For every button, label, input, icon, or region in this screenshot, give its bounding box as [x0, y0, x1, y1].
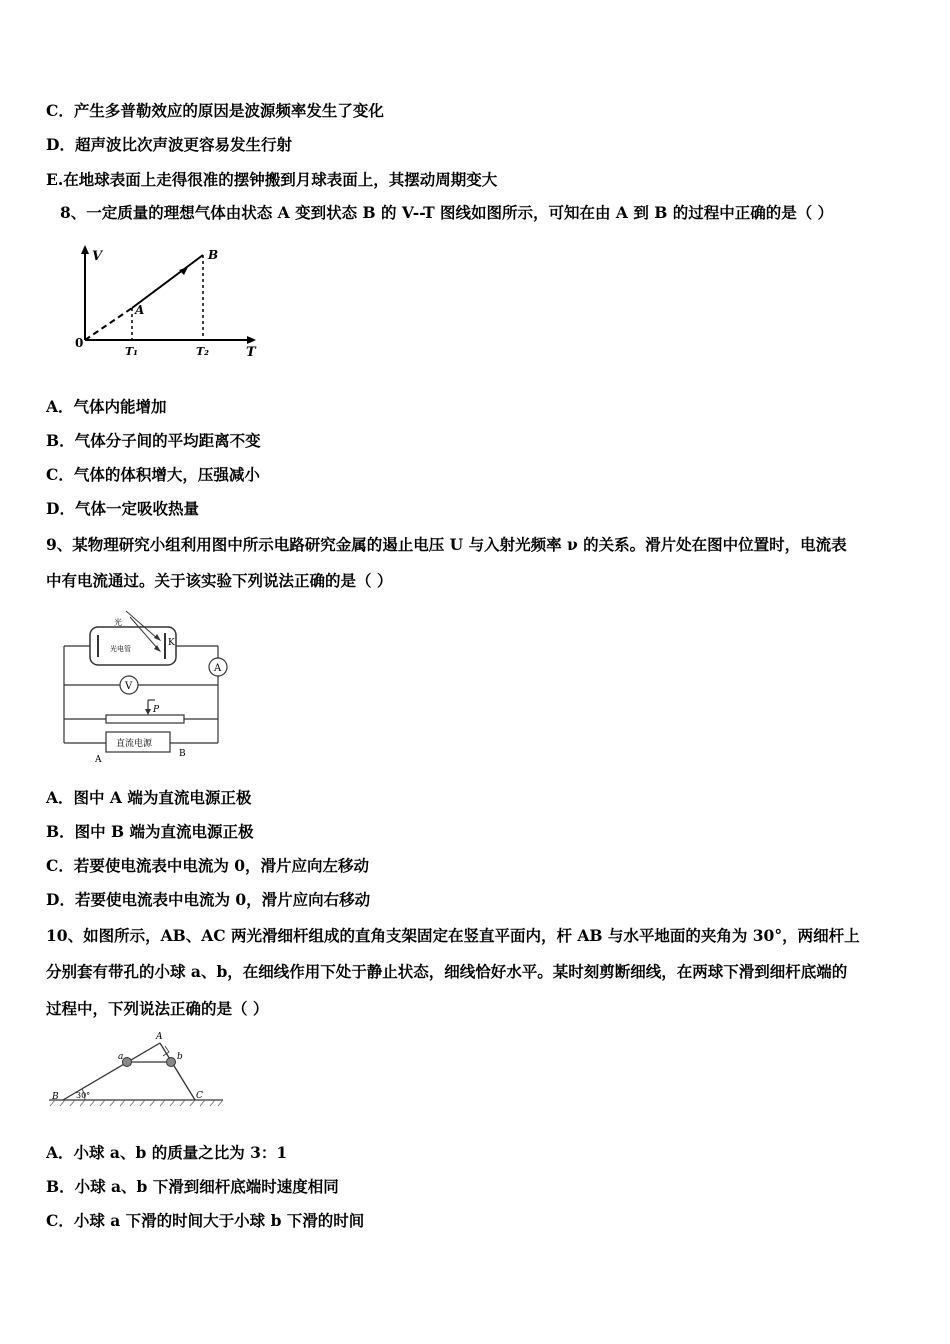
slider-label: P [153, 705, 160, 715]
ab-extension-dashed [85, 308, 132, 340]
point-a-label: A [135, 303, 145, 317]
q10-stem-line-1: 10、如图所示，AB、AC 两光滑细杆组成的直角支架固定在竖直平面内，杆 AB 与水平地面的夹角为 30°，两细杆上 [46, 926, 860, 945]
t-label: T [246, 345, 256, 360]
q10-stem-line-3: 过程中，下列说法正确的是（ ） [46, 999, 269, 1018]
q7-option-d: D．超声波比次声波更容易发生行射 [46, 135, 292, 154]
phototube-label: 光电管 [110, 645, 131, 653]
ball-b-label: b [177, 1052, 183, 1062]
t-axis-arrow-icon [247, 336, 256, 344]
v-label: V [92, 249, 103, 264]
rheostat [106, 715, 184, 723]
circuit-diagram [58, 605, 238, 765]
ball-b [167, 1058, 176, 1067]
right-angle-mark [163, 1046, 169, 1056]
q10-option-b: B．小球 a、b 下滑到细杆底端时速度相同 [46, 1177, 339, 1196]
q9-stem-line-2: 中有电流通过。关于该实验下列说法正确的是（ ） [46, 571, 393, 590]
end-a-label: A [95, 755, 102, 765]
ammeter-label: A [214, 663, 222, 674]
q8-option-b: B．气体分子间的平均距离不变 [46, 431, 261, 450]
q10-stem-line-2: 分别套有带孔的小球 a、b，在细线作用下处于静止状态，细线恰好水平。某时刻剪断细线，在两球下滑到细杆底端的 [46, 962, 848, 981]
q8-option-a: A．气体内能增加 [46, 397, 167, 416]
q9-stem-line-1: 9、某物理研究小组利用图中所示电路研究金属的遏止电压 U 与入射光频率 ν 的关系。滑片处在图中位置时，电流表 [46, 535, 847, 554]
q7-option-c: C．产生多普勒效应的原因是波源频率发生了变化 [46, 101, 384, 120]
q8-option-c: C．气体的体积增大，压强减小 [46, 465, 260, 484]
q9-option-a: A．图中 A 端为直流电源正极 [46, 788, 252, 807]
cathode-label: K [168, 638, 175, 648]
q9-option-d: D．若要使电流表中电流为 0，滑片应向右移动 [46, 890, 371, 909]
origin-label: 0 [75, 336, 84, 350]
end-b-label: B [179, 749, 186, 759]
vertex-c-label: C [196, 1091, 203, 1101]
angle-label: 30° [76, 1091, 91, 1100]
ball-a [123, 1058, 132, 1067]
light-ray-1 [126, 611, 158, 639]
direction-arrow-icon [179, 267, 188, 275]
dc-source-label: 直流电源 [116, 739, 153, 749]
t2-label: T₂ [196, 345, 210, 358]
q9-option-b: B．图中 B 端为直流电源正极 [46, 822, 254, 841]
light-arrow-icon [154, 634, 161, 641]
q10-option-c: C．小球 a 下滑的时间大于小球 b 下滑的时间 [46, 1211, 365, 1230]
q8-option-d: D．气体一定吸收热量 [46, 499, 199, 518]
phototube [90, 627, 176, 665]
point-b-label: B [208, 248, 219, 262]
ab-line [132, 255, 203, 308]
light-label: 光 [114, 618, 122, 627]
t1-label: T₁ [125, 345, 139, 358]
q10-option-a: A．小球 a、b 的质量之比为 3：1 [46, 1143, 288, 1162]
light-ray-2 [130, 617, 158, 649]
q8-stem: 8、一定质量的理想气体由状态 A 变到状态 B 的 V--T 图线如图所示，可知在由 A 到 B 的过程中正确的是（ ） [60, 203, 834, 222]
ball-a-label: a [118, 1052, 124, 1062]
slider-arrow-icon [145, 709, 151, 715]
q7-option-e: E.在地球表面上走得很准的摆钟搬到月球表面上，其摆动周期变大 [46, 170, 498, 189]
incline-diagram [45, 1028, 230, 1108]
voltmeter-label: V [125, 681, 133, 692]
v-axis-arrow-icon [81, 245, 89, 254]
q9-option-c: C．若要使电流表中电流为 0，滑片应向左移动 [46, 856, 370, 875]
vertex-a-label: A [156, 1032, 163, 1042]
vt-graph [70, 240, 270, 365]
vertex-b-label: B [52, 1092, 59, 1102]
